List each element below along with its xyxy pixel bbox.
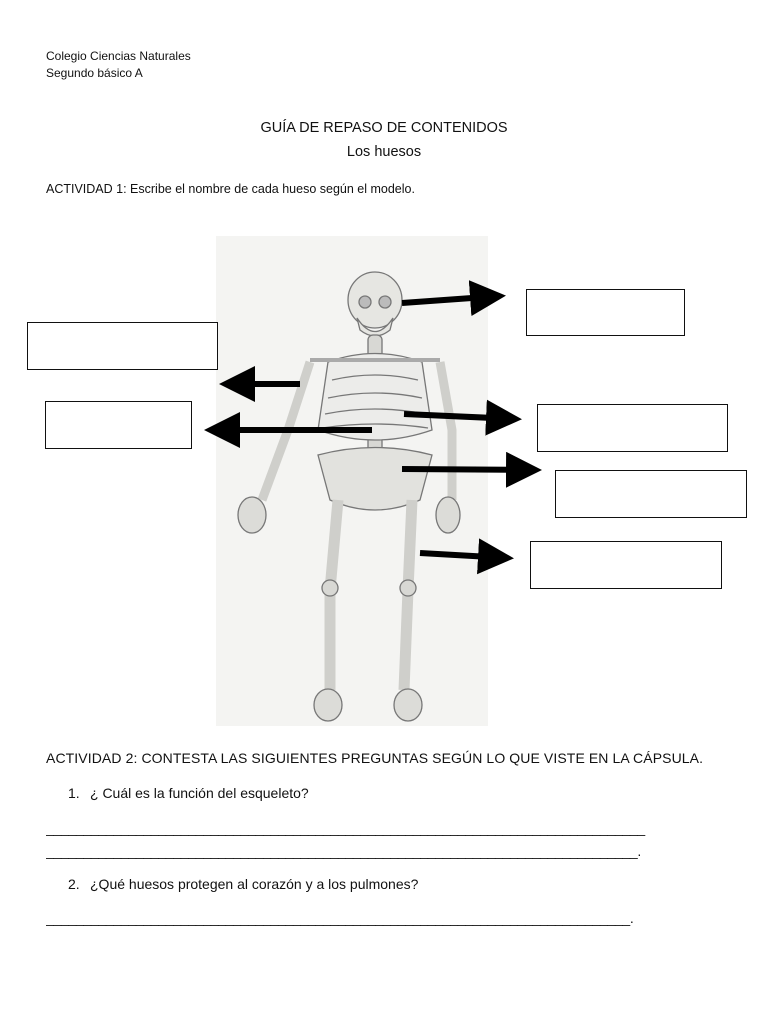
grade-label: Segundo básico A <box>46 66 143 80</box>
answer-line-1b[interactable]: _______________________________________________________________________________. <box>46 843 641 859</box>
answer-box-ribs[interactable] <box>537 404 728 452</box>
answer-box-spine[interactable] <box>45 401 192 449</box>
activity2-instruction <box>46 750 703 766</box>
question-2 <box>68 876 418 892</box>
question-2-text: ¿Qué huesos protegen al corazón y a los pulmones? <box>90 876 419 892</box>
answer-box-skull[interactable] <box>526 289 685 336</box>
answer-line-2a[interactable]: ______________________________________________________________________________. <box>46 910 634 926</box>
activity1-label: ACTIVIDAD 1: <box>46 182 127 196</box>
activity2-text: CONTESTA LAS SIGUIENTES PREGUNTAS SEGÚN LO QUE VISTE EN LA CÁPSULA. <box>137 750 704 766</box>
question-1-text: ¿ Cuál es la función del esqueleto? <box>90 785 309 801</box>
page-title: GUÍA DE REPASO DE CONTENIDOS <box>260 120 508 136</box>
answer-box-humerus[interactable] <box>27 322 218 370</box>
activity2-label: ACTIVIDAD 2: <box>46 750 138 766</box>
school-name: Colegio Ciencias Naturales <box>46 49 191 63</box>
answer-line-1a[interactable]: ________________________________________________________________________________ <box>46 820 645 836</box>
page-subtitle: Los huesos <box>346 144 422 160</box>
answer-box-pelvis[interactable] <box>555 470 747 518</box>
question-1-number: 1. <box>68 785 80 801</box>
question-1 <box>68 785 309 801</box>
question-2-number: 2. <box>68 876 80 892</box>
skull <box>348 272 402 328</box>
arrow-pelvis <box>402 469 536 470</box>
answer-box-femur[interactable] <box>530 541 722 589</box>
activity1-text: Escribe el nombre de cada hueso según el modelo. <box>126 182 415 196</box>
